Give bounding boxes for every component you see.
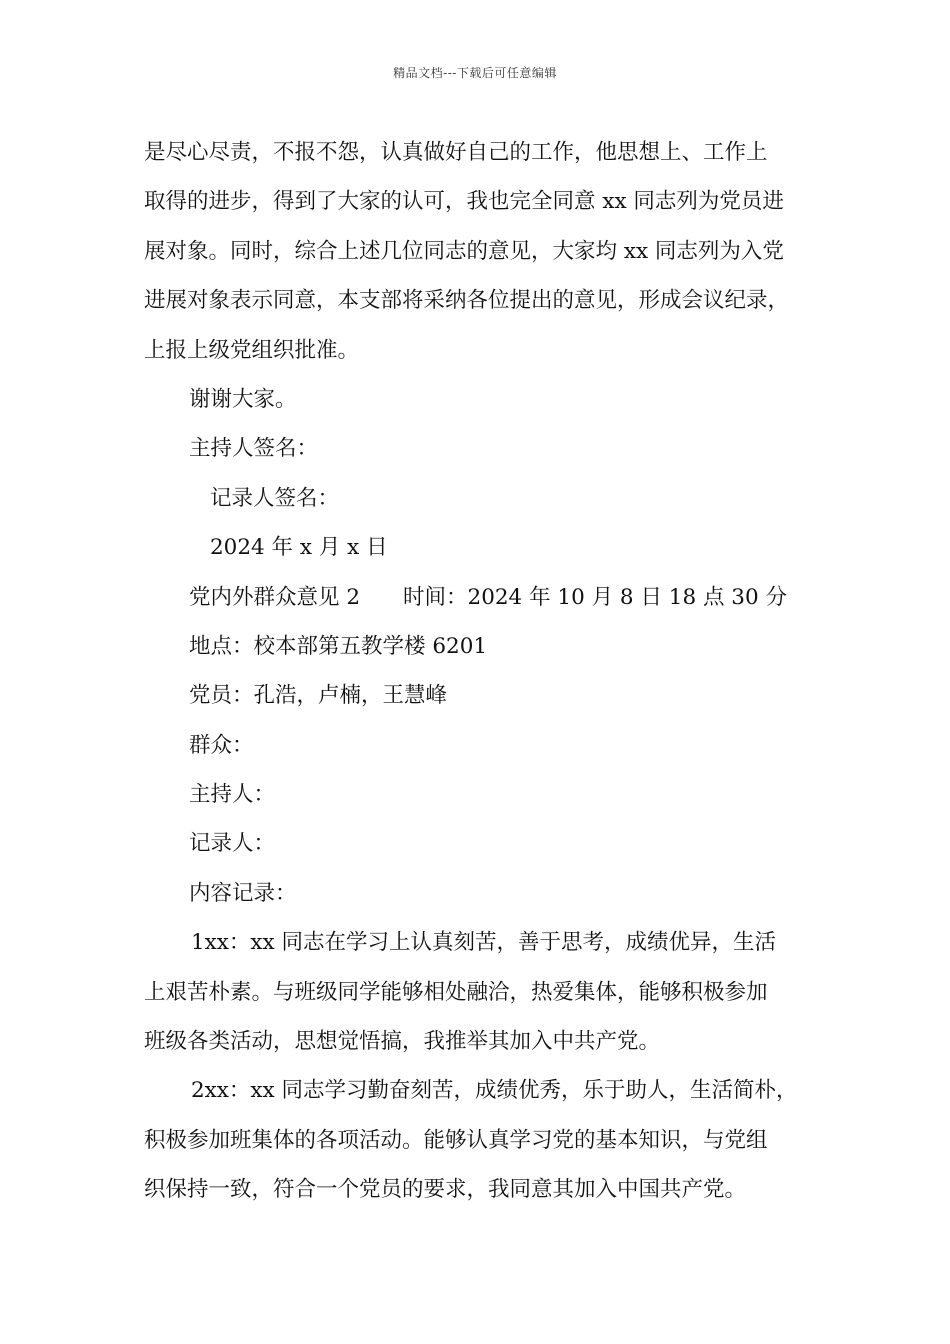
- paragraph-line: 2xx：xx 同志学习勤奋刻苦，成绩优秀，乐于助人，生活简朴，: [191, 1078, 798, 1104]
- date-line: 2024 年 x 月 x 日: [210, 535, 388, 561]
- paragraph-line: 取得的进步，得到了大家的认可，我也完全同意 xx 同志列为党员进: [144, 189, 784, 215]
- paragraph-line: 是尽心尽责，不报不怨，认真做好自己的工作，他思想上、工作上: [144, 140, 768, 165]
- paragraph-line: 进展对象表示同意，本支部将采纳各位提出的意见，形成会议纪录，: [144, 288, 790, 314]
- host-signature-line: 主持人签名：: [189, 436, 319, 462]
- paragraph-line: 上艰苦朴素。与班级同学能够相处融洽，热爱集体，能够积极参加: [144, 979, 768, 1005]
- paragraph-line: 上报上级党组织批准。: [144, 337, 360, 363]
- recorder-line: 记录人：: [189, 831, 276, 857]
- thanks-line: 谢谢大家。: [189, 386, 297, 412]
- paragraph-line: 班级各类活动，思想觉悟搞，我推举其加入中共产党。: [144, 1029, 661, 1055]
- document-body: [144, 128, 844, 1215]
- content-record-line: 内容记录：: [189, 880, 297, 906]
- recorder-signature-line: 记录人签名：: [210, 485, 340, 511]
- section-title-line: 党内外群众意见 2 时间：2024 年 10 月 8 日 18 点 30 分: [189, 584, 787, 610]
- paragraph-line: 积极参加班集体的各项活动。能够认真学习党的基本知识，与党组: [144, 1127, 768, 1153]
- host-line: 主持人：: [189, 782, 276, 808]
- paragraph-line: 1xx：xx 同志在学习上认真刻苦，善于思考，成绩优异，生活: [191, 930, 777, 956]
- paragraph-line: 织保持一致，符合一个党员的要求，我同意其加入中国共产党。: [144, 1177, 747, 1203]
- page-header: 精品文档---下载后可任意编辑: [393, 66, 557, 80]
- location-line: 地点：校本部第五教学楼 6201: [189, 633, 488, 659]
- paragraph-line: 展对象。同时，综合上述几位同志的意见，大家均 xx 同志列为入党: [144, 238, 784, 264]
- public-line: 群众：: [189, 732, 254, 758]
- members-line: 党员：孔浩，卢楠，王慧峰: [189, 683, 448, 709]
